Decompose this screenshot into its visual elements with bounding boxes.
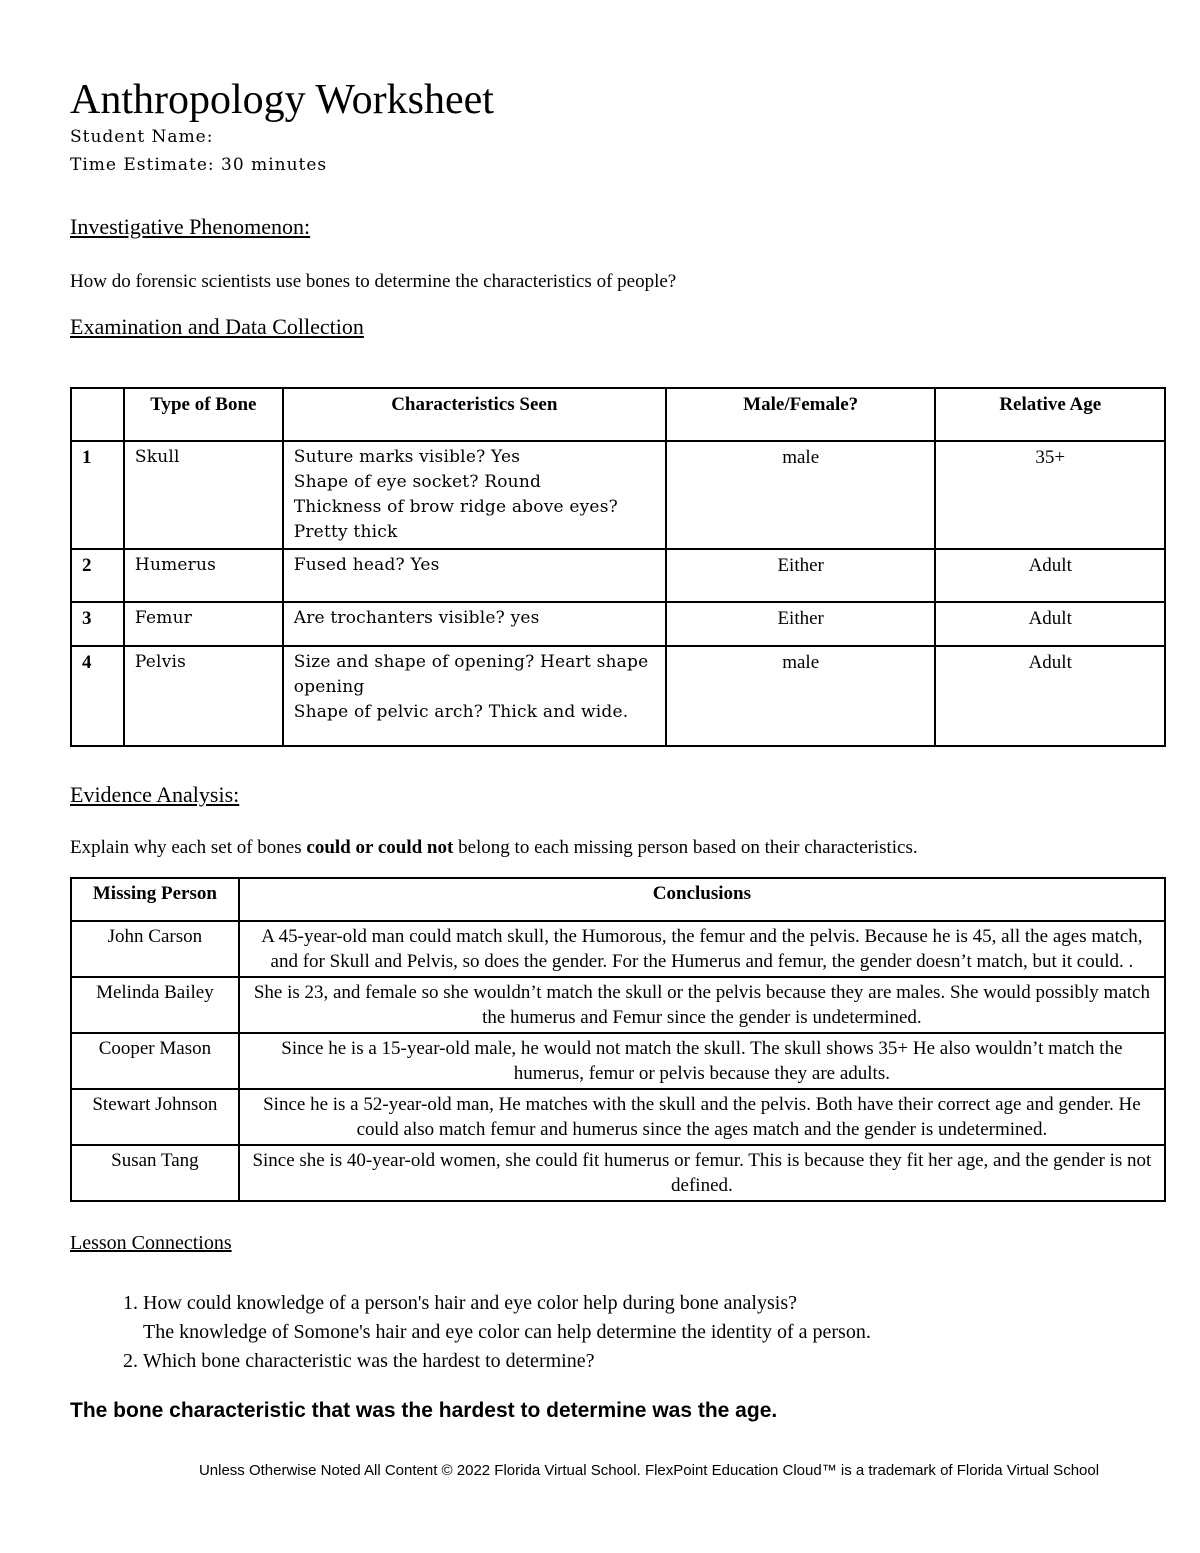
age-value: Adult: [935, 646, 1165, 746]
row-number: 4: [71, 646, 124, 746]
table-row: [71, 1145, 1165, 1201]
conclusion-text: A 45-year-old man could match skull, the Humorous, the femur and the pelvis. Because he is 45, all the ages match, and for Skull and Pelvis, so does the gender. For the Humerus and femur, the gender doesn’t match, but it could. .: [239, 921, 1165, 977]
row-number: 1: [71, 441, 124, 549]
conclusion-text: Since he is a 15-year-old male, he would not match the skull. The skull shows 35+ He also wouldn’t match the humerus, femur or pelvis because they are adults.: [239, 1033, 1165, 1089]
bone-type: Pelvis: [124, 646, 283, 746]
lesson-questions: [103, 1289, 1143, 1376]
table-row: [71, 1033, 1165, 1089]
instruction-text: belong to each missing person based on their characteristics.: [453, 837, 918, 858]
missing-person-name: Susan Tang: [71, 1145, 239, 1201]
missing-person-name: John Carson: [71, 921, 239, 977]
table-row: [71, 921, 1165, 977]
characteristic-line: Thickness of brow ridge above eyes?: [293, 497, 618, 517]
lesson-heading: Lesson Connections: [70, 1232, 232, 1254]
column-header: Relative Age: [935, 388, 1165, 441]
column-header: Missing Person: [71, 878, 239, 921]
question-text: 2. Which bone characteristic was the hardest to determine?: [143, 1350, 595, 1372]
age-value: Adult: [935, 549, 1165, 602]
page-title: Anthropology Worksheet: [70, 77, 494, 123]
sex-value: male: [666, 441, 936, 549]
sex-value: Either: [666, 602, 936, 646]
characteristics-cell: [283, 441, 666, 549]
characteristics-cell: [283, 646, 666, 746]
evidence-instruction: [70, 837, 918, 859]
investigative-question: How do forensic scientists use bones to determine the characteristics of people?: [70, 271, 677, 292]
final-answer: The bone characteristic that was the hardest to determine was the age.: [70, 1399, 778, 1422]
bone-type: Humerus: [124, 549, 283, 602]
table-row: [71, 602, 1165, 646]
examination-heading: Examination and Data Collection: [70, 314, 364, 339]
characteristic-line: Pretty thick: [293, 522, 398, 542]
row-number: 3: [71, 602, 124, 646]
table-row: [71, 1089, 1165, 1145]
column-header: [71, 388, 124, 441]
answer-text: The knowledge of Somone's hair and eye color can help determine the identity of a person.: [143, 1321, 871, 1343]
instruction-emphasis: could or could not: [306, 837, 454, 858]
age-value: Adult: [935, 602, 1165, 646]
characteristic-line: Shape of eye socket? Round: [293, 472, 542, 492]
age-value: 35+: [935, 441, 1165, 549]
column-header: Male/Female?: [666, 388, 936, 441]
missing-person-name: Stewart Johnson: [71, 1089, 239, 1145]
row-number: 2: [71, 549, 124, 602]
bone-data-table: [70, 387, 1166, 747]
characteristics-cell: [283, 549, 666, 602]
conclusion-text: Since she is 40-year-old women, she could fit humerus or femur. This is because they fit her age, and the gender is not defined.: [239, 1145, 1165, 1201]
missing-person-name: Melinda Bailey: [71, 977, 239, 1033]
student-name-label: Student Name:: [70, 127, 214, 147]
investigative-heading: Investigative Phenomenon:: [70, 214, 311, 239]
bone-type: Femur: [124, 602, 283, 646]
characteristic-line: Fused head? Yes: [293, 555, 440, 575]
characteristic-line: Are trochanters visible? yes: [293, 608, 540, 628]
column-header: Characteristics Seen: [283, 388, 666, 441]
question-text: 1. How could knowledge of a person's hair and eye color help during bone analysis?: [143, 1292, 797, 1314]
bone-type: Skull: [124, 441, 283, 549]
table-row: [71, 646, 1165, 746]
column-header: Type of Bone: [124, 388, 283, 441]
list-item: [143, 1289, 1143, 1347]
characteristics-cell: [283, 602, 666, 646]
footer-copyright: Unless Otherwise Noted All Content © 2022 Florida Virtual School. FlexPoint Education Cloud™ is a trademark of Florida Virtual School: [198, 1462, 1100, 1479]
time-estimate: Time Estimate: 30 minutes: [70, 155, 328, 175]
sex-value: Either: [666, 549, 936, 602]
instruction-text: Explain why each set of bones: [70, 837, 307, 858]
table-row: [71, 549, 1165, 602]
table-row: [71, 977, 1165, 1033]
table-header-row: [71, 388, 1165, 441]
sex-value: male: [666, 646, 936, 746]
evidence-heading: Evidence Analysis:: [70, 782, 240, 807]
characteristic-line: Size and shape of opening? Heart shape opening: [293, 652, 649, 697]
table-row: [71, 441, 1165, 549]
conclusion-text: She is 23, and female so she wouldn’t match the skull or the pelvis because they are males. She would possibly match the humerus and Femur since the gender is undetermined.: [239, 977, 1165, 1033]
table-header-row: [71, 878, 1165, 921]
list-item: [143, 1347, 1143, 1376]
missing-person-table: [70, 877, 1166, 1202]
characteristic-line: Suture marks visible? Yes: [293, 447, 521, 467]
missing-person-name: Cooper Mason: [71, 1033, 239, 1089]
characteristic-line: Shape of pelvic arch? Thick and wide.: [293, 702, 629, 722]
conclusion-text: Since he is a 52-year-old man, He matches with the skull and the pelvis. Both have their correct age and gender. He could also match femur and humerus since the ages match and the gender is undetermined.: [239, 1089, 1165, 1145]
column-header: Conclusions: [239, 878, 1165, 921]
